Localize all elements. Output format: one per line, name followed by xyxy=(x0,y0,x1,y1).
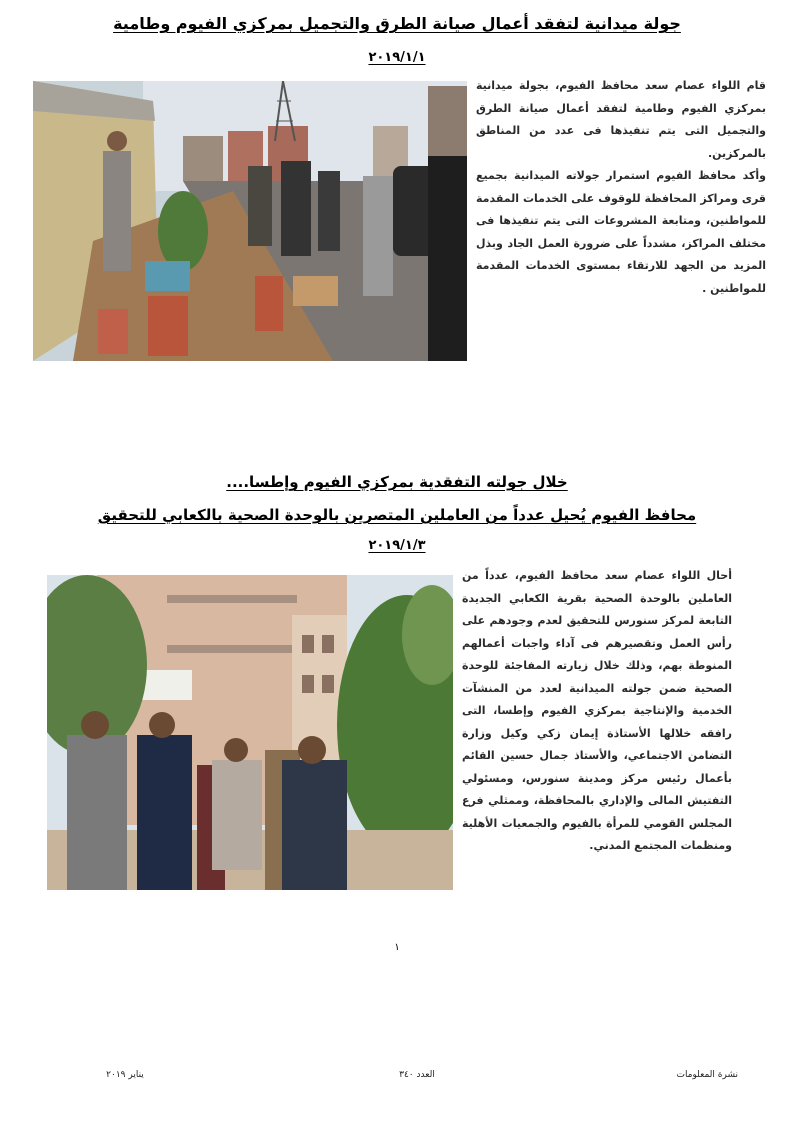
article1-paragraph2: وأكد محافظ الفيوم استمرار جولاته الميدانية بجميع قرى ومراكز المحافظة للوقوف على الخدمات المقدمة للمواطنين، ومتابعة المشروعات التى يتم تنفيذها فى مختلف المراكز، مشدداً على ضرورة العمل الجاد وبذل المزيد من الجهد للارتقاء بمستوى الخدمات المقدمة للمواطنين . xyxy=(476,169,766,295)
article2-photo xyxy=(47,575,453,890)
footer-publication: نشرة المعلومات xyxy=(676,1070,738,1080)
article1-date: ٢٠١٩/١/١ xyxy=(368,50,426,65)
article1-headline: جولة ميدانية لتفقد أعمال صيانة الطرق والتجميل بمركزي الفيوم وطامية xyxy=(113,14,681,33)
footer-issue: العدد ٣٤٠ xyxy=(399,1070,435,1080)
article2-headline-line2: محافظ الفيوم يُحيل عدداً من العاملين المتصرين بالوحدة الصحية بالكعابي للتحقيق xyxy=(97,506,697,524)
article1-photo xyxy=(33,81,467,361)
page-number: ١ xyxy=(394,942,400,953)
footer-month: يناير ٢٠١٩ xyxy=(106,1070,144,1080)
article1-body xyxy=(476,75,766,300)
article2-headline-line1: خلال جولته التفقدية بمركزي الفيوم وإطسا.... xyxy=(226,473,568,491)
article1-paragraph1: قام اللواء عصام سعد محافظ الفيوم، بجولة ميدانية بمركزي الفيوم وطامية لتفقد أعمال صيانة الطرق والتجميل التى يتم تنفيذها فى عدد من المناطق بالمركزين. xyxy=(476,79,766,160)
article2-date: ٢٠١٩/١/٣ xyxy=(368,538,426,553)
article2-paragraph: أحال اللواء عصام سعد محافظ الفيوم، عدداً من العاملين بالوحدة الصحية بقرية الكعابي الجديدة التابعة لمركز سنورس للتحقيق لعدم وجودهم على رأس العمل وتقصيرهم فى آداء واجبات أعمالهم المنوطة بهم، وذلك خلال زيارته المفاجئة للوحدة الصحية ضمن جولته الميدانية لعدد من المنشآت الخدمية والإنتاجية بمركزي الفيوم وإطسا، التى رافقه خلالها الأستاذة إيمان زكي وكيل وزارة التضامن الاجتماعي، والأستاذ جمال حسين القائم بأعمال رئيس مركز ومدينة سنورس، ومسئولي التفتيش المالى والإداري بالمحافظة، وممثلي فرع المجلس القومي للمرأة بالفيوم والجمعيات الأهلية ومنظمات المجتمع المدني. xyxy=(462,569,732,852)
article2-body xyxy=(462,565,732,858)
